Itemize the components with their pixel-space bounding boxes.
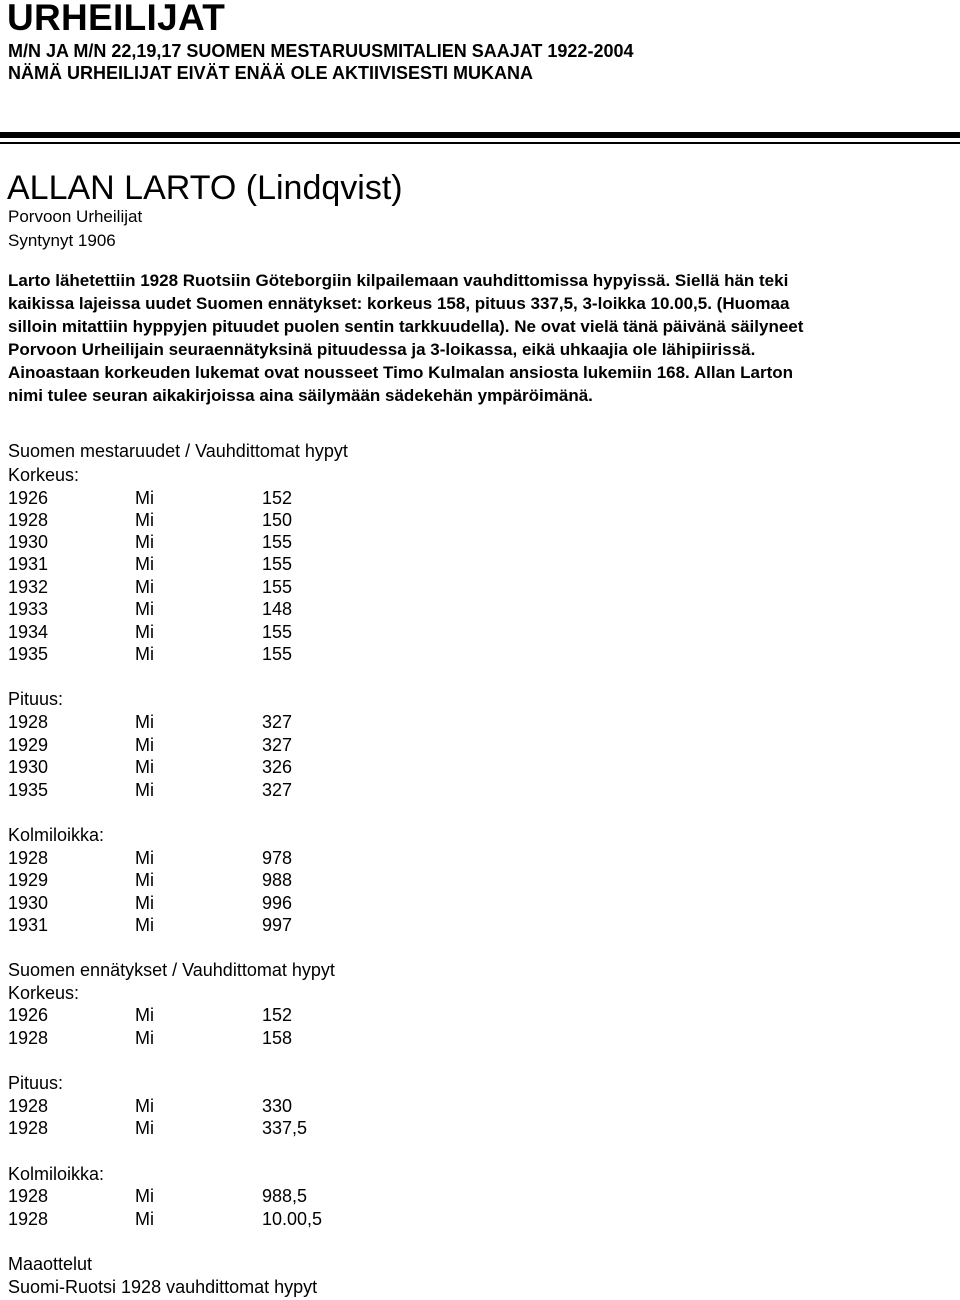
result-class: Mi [135,599,154,619]
bio-line: kaikissa lajeissa uudet Suomen ennätykset: korkeus 158, pituus 337,5, 3-loikka 10.00,5. (Huomaa [8,294,790,313]
result-class: Mi [135,1118,154,1138]
result-value: 152 [262,1005,293,1025]
result-year: 1926 [8,1005,49,1025]
result-value: 997 [262,915,293,935]
result-value: 148 [262,599,293,619]
page-title: URHEILIJAT [7,0,226,38]
result-year: 1932 [8,577,49,597]
result-year: 1928 [8,848,49,868]
result-year: 1929 [8,735,49,755]
championships-long-jump-label: Pituus: [8,689,64,709]
result-year: 1928 [8,1118,49,1138]
result-value: 155 [262,644,293,664]
result-year: 1929 [8,870,49,890]
result-year: 1928 [8,1209,49,1229]
records-title: Suomen ennätykset / Vauhdittomat hypyt [8,960,335,980]
result-year: 1930 [8,532,49,552]
result-value: 155 [262,622,293,642]
result-class: Mi [135,1028,154,1048]
result-value: 155 [262,577,293,597]
result-year: 1928 [8,1028,49,1048]
athlete-name: ALLAN LARTO (Lindqvist) [7,169,403,207]
result-value: 330 [262,1096,293,1116]
result-value: 150 [262,510,293,530]
result-class: Mi [135,577,154,597]
result-value: 10.00,5 [262,1209,323,1229]
result-class: Mi [135,510,154,530]
result-class: Mi [135,644,154,664]
championships-title: Suomen mestaruudet / Vauhdittomat hypyt [8,441,348,461]
athlete-club: Porvoon Urheilijat [8,207,143,226]
bio-line: Larto lähetettiin 1928 Ruotsiin Göteborgiin kilpailemaan vauhdittomissa hypyissä. Siellä hän teki [8,271,789,290]
result-class: Mi [135,554,154,574]
result-class: Mi [135,915,154,935]
result-value: 327 [262,712,293,732]
result-value: 988 [262,870,293,890]
result-year: 1933 [8,599,49,619]
internationals-desc: Suomi-Ruotsi 1928 vauhdittomat hypyt [8,1277,318,1297]
bio-line: nimi tulee seuran aikakirjoissa aina säilymään sädekehän ympäröimänä. [8,386,593,405]
championships-triple-jump-label: Kolmiloikka: [8,825,105,845]
result-class: Mi [135,1005,154,1025]
result-class: Mi [135,712,154,732]
championships-high-jump-label: Korkeus: [8,465,80,485]
result-class: Mi [135,848,154,868]
result-year: 1931 [8,554,49,574]
result-value: 152 [262,488,293,508]
result-class: Mi [135,488,154,508]
result-value: 988,5 [262,1186,308,1206]
divider-thin [0,142,960,144]
result-class: Mi [135,757,154,777]
result-year: 1928 [8,712,49,732]
records-high-jump-label: Korkeus: [8,983,80,1003]
result-value: 337,5 [262,1118,308,1138]
result-value: 326 [262,757,293,777]
result-value: 155 [262,554,293,574]
result-value: 996 [262,893,293,913]
result-class: Mi [135,1209,154,1229]
bio-line: Ainoastaan korkeuden lukemat ovat nousseet Timo Kulmalan ansiosta lukemiin 168. Allan Larton [8,363,794,382]
result-year: 1935 [8,780,49,800]
athlete-born: Syntynyt 1906 [8,231,116,250]
result-class: Mi [135,870,154,890]
page-subtitle: M/N JA M/N 22,19,17 SUOMEN MESTARUUSMITALIEN SAAJAT 1922-2004 [8,41,634,61]
result-class: Mi [135,1096,154,1116]
page-note: NÄMÄ URHEILIJAT EIVÄT ENÄÄ OLE AKTIIVISESTI MUKANA [8,63,534,83]
result-year: 1930 [8,757,49,777]
result-class: Mi [135,532,154,552]
result-class: Mi [135,780,154,800]
result-value: 155 [262,532,293,552]
result-year: 1931 [8,915,49,935]
result-year: 1926 [8,488,49,508]
divider-thick [0,132,960,138]
result-year: 1930 [8,893,49,913]
athlete-bio [8,269,953,407]
result-year: 1928 [8,1096,49,1116]
result-value: 978 [262,848,293,868]
result-class: Mi [135,893,154,913]
result-year: 1928 [8,1186,49,1206]
result-year: 1928 [8,510,49,530]
bio-line: Porvoon Urheilijain seuraennätyksinä pituudessa ja 3-loikassa, eikä uhkaajia ole lähipiirissä. [8,340,756,359]
result-year: 1934 [8,622,49,642]
result-class: Mi [135,1186,154,1206]
records-triple-jump-label: Kolmiloikka: [8,1164,105,1184]
internationals-title: Maaottelut [8,1254,93,1274]
bio-line: silloin mitattiin hyppyjen pituudet puolen sentin tarkkuudella). Ne ovat vielä tänä päivänä säilyneet [8,317,804,336]
result-value: 158 [262,1028,293,1048]
result-class: Mi [135,735,154,755]
records-long-jump-label: Pituus: [8,1073,64,1093]
result-value: 327 [262,780,293,800]
result-year: 1935 [8,644,49,664]
result-value: 327 [262,735,293,755]
result-class: Mi [135,622,154,642]
